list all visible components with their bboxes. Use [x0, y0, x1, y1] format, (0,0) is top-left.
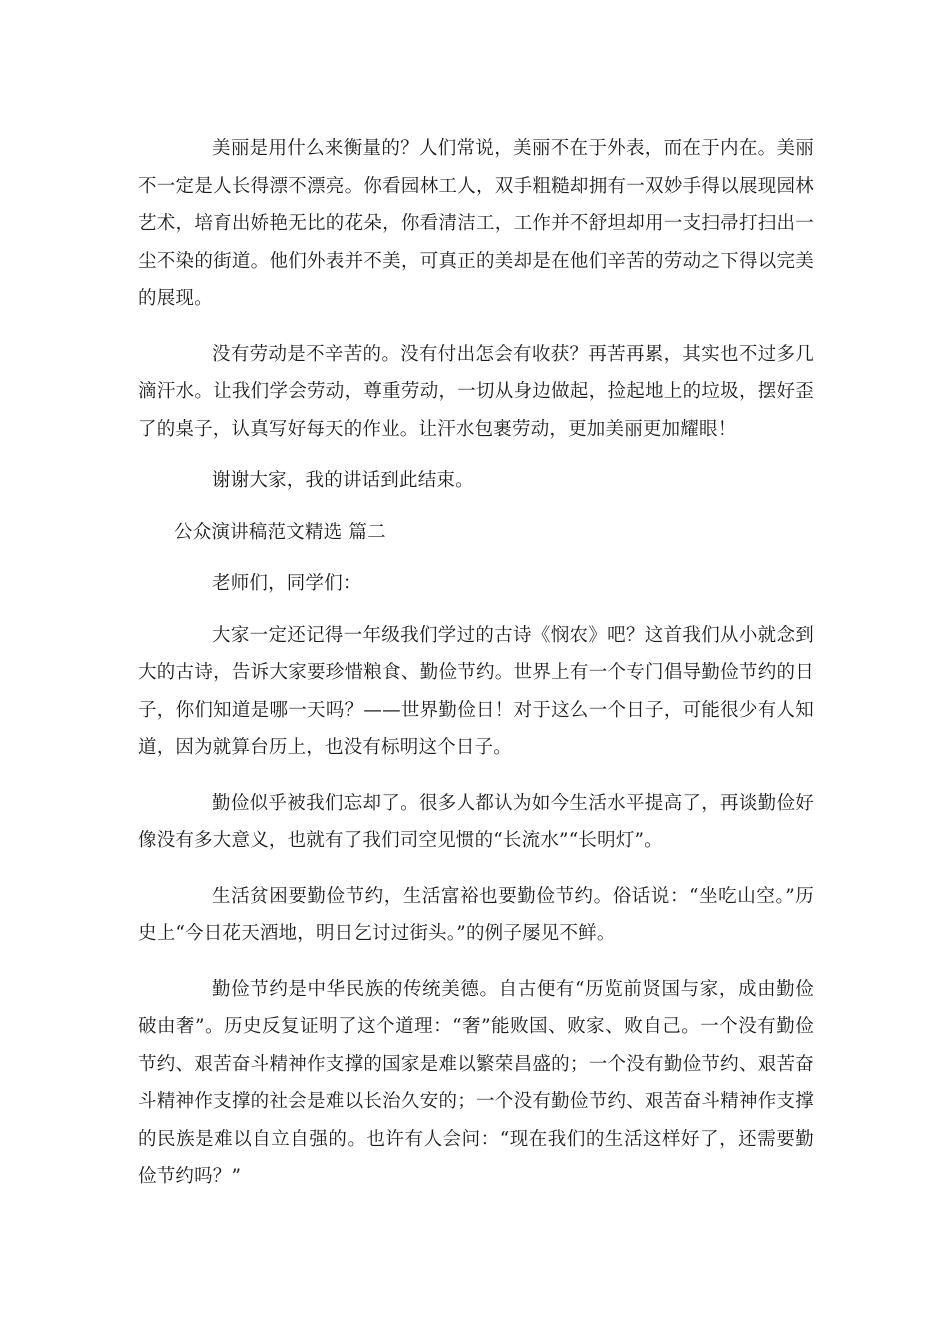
section-heading: 公众演讲稿范文精选 篇二 — [174, 521, 386, 543]
paragraph-virtue: 勤俭节约是中华民族的传统美德。自古便有“历览前贤国与家，成由勤俭破由奢”。历史反复证明了这个道理：“奢”能败国、败家、败自己。一个没有勤俭节约、艰苦奋斗精神作支撑的国家是难以繁荣昌盛的；一个没有勤俭节约、艰苦奋斗精神作支撑的社会是难以长治久安的；一个没有勤俭节约、艰苦奋斗精神作支撑的民族是难以自立自强的。也许有人会问：“现在我们的生活这样好了，还需要勤俭节约吗？” — [138, 978, 814, 1187]
paragraph-closing: 谢谢大家，我的讲话到此结束。 — [212, 470, 474, 491]
paragraph-labor: 没有劳动是不辛苦的。没有付出怎会有收获？再苦再累，其实也不过多几滴汗水。让我们学会劳动，尊重劳动，一切从身边做起，捡起地上的垃圾，摆好歪了的桌子，认真写好每天的作业。让汗水包裹劳动，更加美丽更加耀眼！ — [138, 343, 814, 440]
paragraph-forgotten: 勤俭似乎被我们忘却了。很多人都认为如今生活水平提高了，再谈勤俭好像没有多大意义，也就有了我们司空见惯的“长流水”“长明灯”。 — [138, 792, 814, 851]
document-body — [138, 130, 814, 1196]
paragraph-saying: 生活贫困要勤俭节约，生活富裕也要勤俭节约。俗话说：“坐吃山空。”历史上“今日花天酒地，明日乞讨过街头。”的例子屡见不鲜。 — [138, 885, 814, 944]
paragraph-beauty: 美丽是用什么来衡量的？人们常说，美丽不在于外表，而在于内在。美丽不一定是人长得漂不漂亮。你看园林工人，双手粗糙却拥有一双妙手得以展现园林艺术，培育出娇艳无比的花朵，你看清洁工，工作并不舒坦却用一支扫帚打扫出一尘不染的街道。他们外表并不美，可真正的美却是在他们辛苦的劳动之下得以完美的展现。 — [138, 138, 814, 309]
paragraph-greeting: 老师们，同学们： — [212, 573, 362, 594]
paragraph-poem: 大家一定还记得一年级我们学过的古诗《悯农》吧？这首我们从小就念到大的古诗，告诉大家要珍惜粮食、勤俭节约。世界上有一个专门倡导勤俭节约的日子，你们知道是哪一天吗？——世界勤俭日！对于这么一个日子，可能很少有人知道，因为就算台历上，也没有标明这个日子。 — [138, 624, 814, 758]
